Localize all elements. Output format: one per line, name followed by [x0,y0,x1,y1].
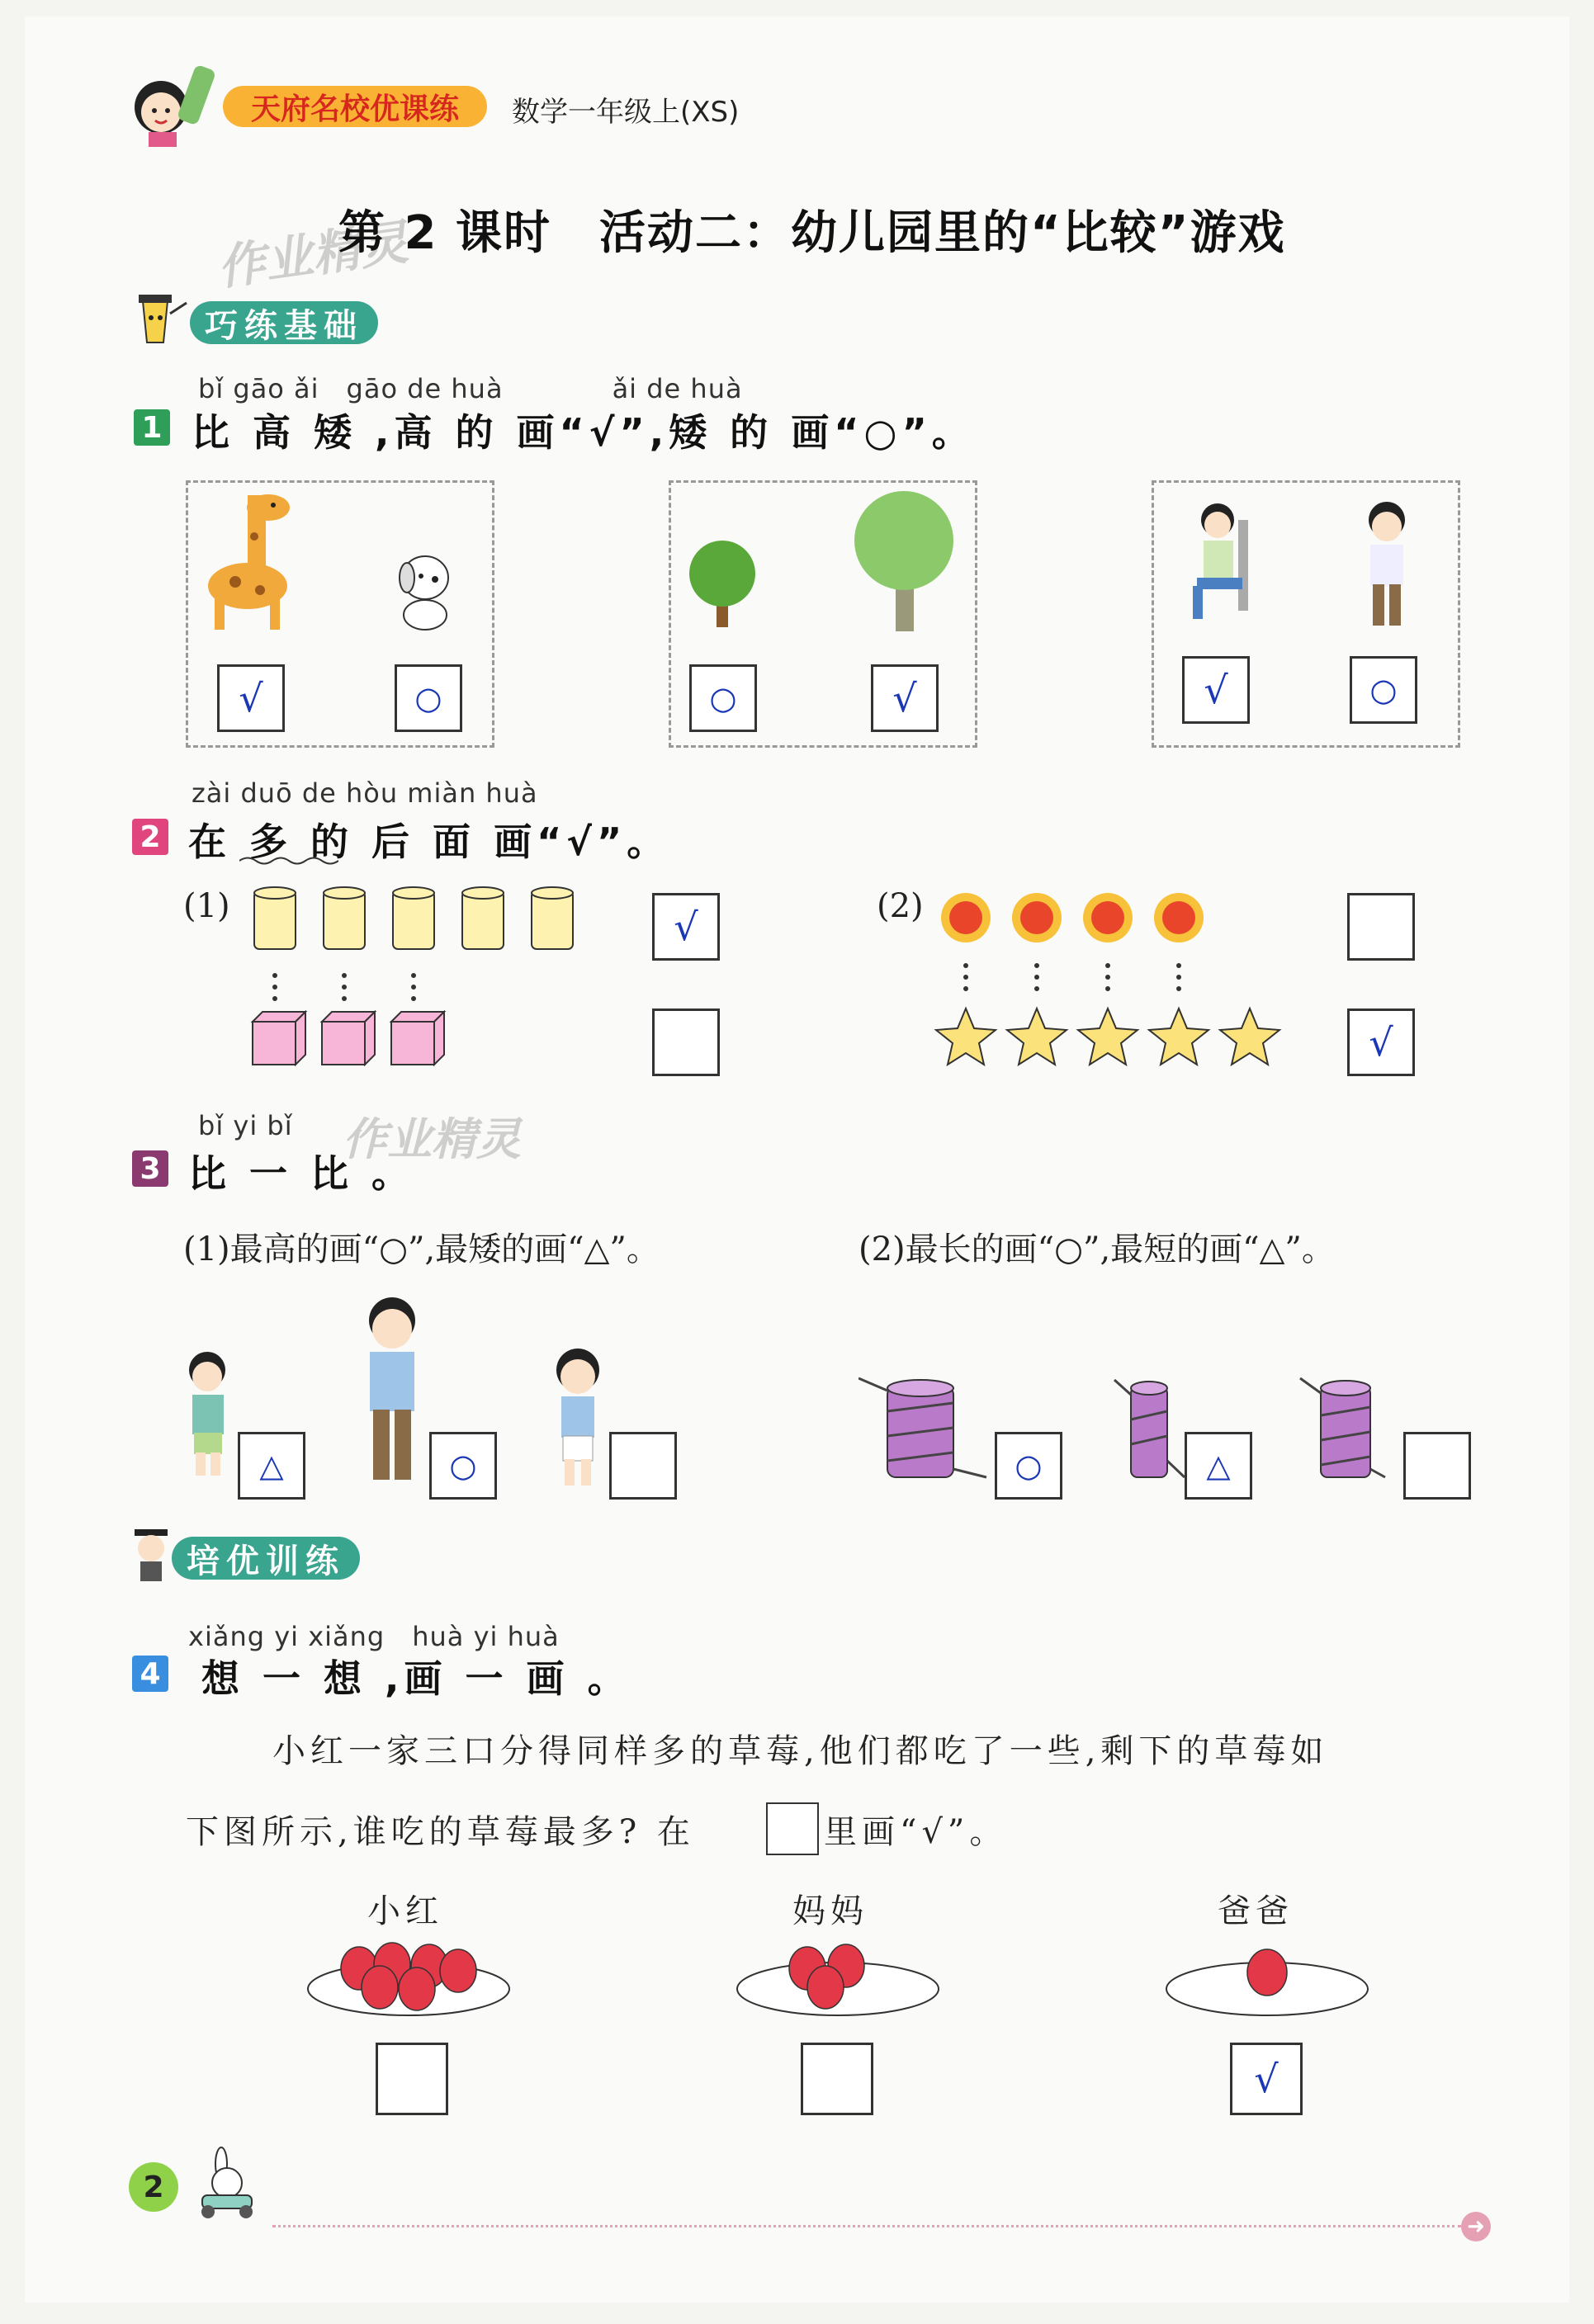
q2-p2-top-answer-box[interactable] [1347,893,1415,961]
q2-wavy-underline [239,855,338,867]
q4-number: 4 [132,1656,168,1692]
q4-mama-answer-box[interactable] [801,2043,873,2115]
q4-body-line1: 小红一家三口分得同样多的草莓,他们都吃了一些,剩下的草莓如 [272,1732,1329,1770]
tall-man-icon [347,1296,438,1494]
q3-p1-medium-boy-answer-box[interactable] [609,1432,677,1500]
q4-inline-box [766,1802,819,1855]
watermark-2: 作业精灵 [343,1113,521,1165]
q1-pinyin: bǐ gāo ǎi gāo de huà ǎi de huà [198,373,743,404]
q2-p1-top-answer-box[interactable]: √ [652,893,720,961]
star-row [936,1008,1279,1065]
q3-part2-text: (2)最长的画“○”,最短的画“△”。 [858,1230,1335,1268]
q4-baba-answer-box[interactable]: √ [1230,2043,1303,2115]
lesson-title: 第 2 课时 活动二：幼儿园里的“比较”游戏 [338,206,1286,260]
pencil-mascot-icon [130,293,188,351]
plate-baba-strawberries-icon [1164,1931,1370,2022]
q1-g3-left-answer-box[interactable]: √ [1182,656,1250,724]
q1-g1-left-answer-box[interactable]: √ [217,664,285,732]
short-rope-spool-icon [1106,1370,1189,1494]
q3-p2-medium-spool-answer-box[interactable] [1403,1432,1471,1500]
q2-suns-stars-figure [933,883,1288,1081]
q4-body-line2b: 里画“√”。 [824,1813,1008,1851]
sitting-man-icon [1172,495,1271,627]
subject-label: 数学一年级上(XS) [512,96,740,129]
q3-p2-long-spool-answer-box[interactable]: ○ [995,1432,1062,1500]
q1-text: 比 高 矮 ,高 的 画“√”,矮 的 画“○”。 [192,410,975,455]
section-advanced-badge: 培优训练 [172,1537,360,1580]
q2-text: 在 多 的 后 面 画“√”。 [188,820,670,864]
plate-xiaohong-strawberries-icon [305,1931,512,2022]
q4-person-name-baba: 爸爸 [1218,1892,1294,1930]
plate-mama-strawberries-icon [735,1931,941,2022]
small-tree-icon [677,536,768,635]
q4-xiaohong-answer-box[interactable] [376,2043,448,2115]
short-boy-icon [177,1296,239,1486]
q4-text: 想 一 想 ,画 一 画 。 [201,1656,631,1701]
q2-number: 2 [132,819,168,855]
next-arrow-icon[interactable]: ➜ [1461,2212,1491,2241]
q4-body-line2a: 下图所示,谁吃的草莓最多? 在 [186,1813,695,1851]
page-number: 2 [129,2162,178,2212]
q3-text: 比 一 比 。 [188,1151,415,1196]
q1-g2-left-answer-box[interactable]: ○ [689,664,757,732]
brand-label: 天府名校优课练 [223,86,487,127]
watermark: 作业精灵 [214,214,412,296]
graduate-mascot-icon [130,1525,172,1583]
q2-part1-label: (1) [183,887,230,925]
section-basic-badge: 巧练基础 [190,301,378,344]
q1-g3-right-answer-box[interactable]: ○ [1350,656,1417,724]
standing-boy-icon [1350,495,1424,635]
q1-g2-right-answer-box[interactable]: √ [871,664,939,732]
q2-part2-label: (2) [877,887,924,925]
giraffe-icon [202,487,310,635]
rabbit-scooter-icon [190,2146,264,2220]
q4-person-name-mama: 妈妈 [792,1892,868,1930]
q3-number: 3 [132,1150,168,1187]
footer-dotted-line [272,2225,1461,2227]
q3-p1-short-boy-answer-box[interactable]: △ [238,1432,305,1500]
q2-cylinders-cubes-figure [248,883,578,1073]
cylinder-row [254,887,573,949]
q2-p2-bottom-answer-box[interactable]: √ [1347,1008,1415,1076]
medium-rope-spool-icon [1296,1370,1387,1494]
sun-row [941,893,1204,942]
dog-icon [384,545,475,635]
q3-part1-text: (1)最高的画“○”,最矮的画“△”。 [183,1230,660,1268]
q3-p2-short-spool-answer-box[interactable]: △ [1185,1432,1252,1500]
q1-number: 1 [134,409,170,446]
long-rope-spool-icon [858,1370,991,1494]
tall-tree-icon [846,487,962,635]
q2-p1-bottom-answer-box[interactable] [652,1008,720,1076]
q4-pinyin: xiǎng yi xiǎng huà yi huà [188,1621,560,1652]
q3-pinyin: bǐ yi bǐ [198,1110,293,1141]
mascot-girl-icon [124,58,223,149]
q3-p1-tall-man-answer-box[interactable]: ○ [429,1432,497,1500]
q4-person-name-xiaohong: 小红 [367,1892,443,1930]
q1-g1-right-answer-box[interactable]: ○ [395,664,462,732]
cube-row [253,1012,444,1065]
q2-pinyin: zài duō de hòu miàn huà [192,777,538,809]
medium-boy-icon [545,1345,611,1494]
